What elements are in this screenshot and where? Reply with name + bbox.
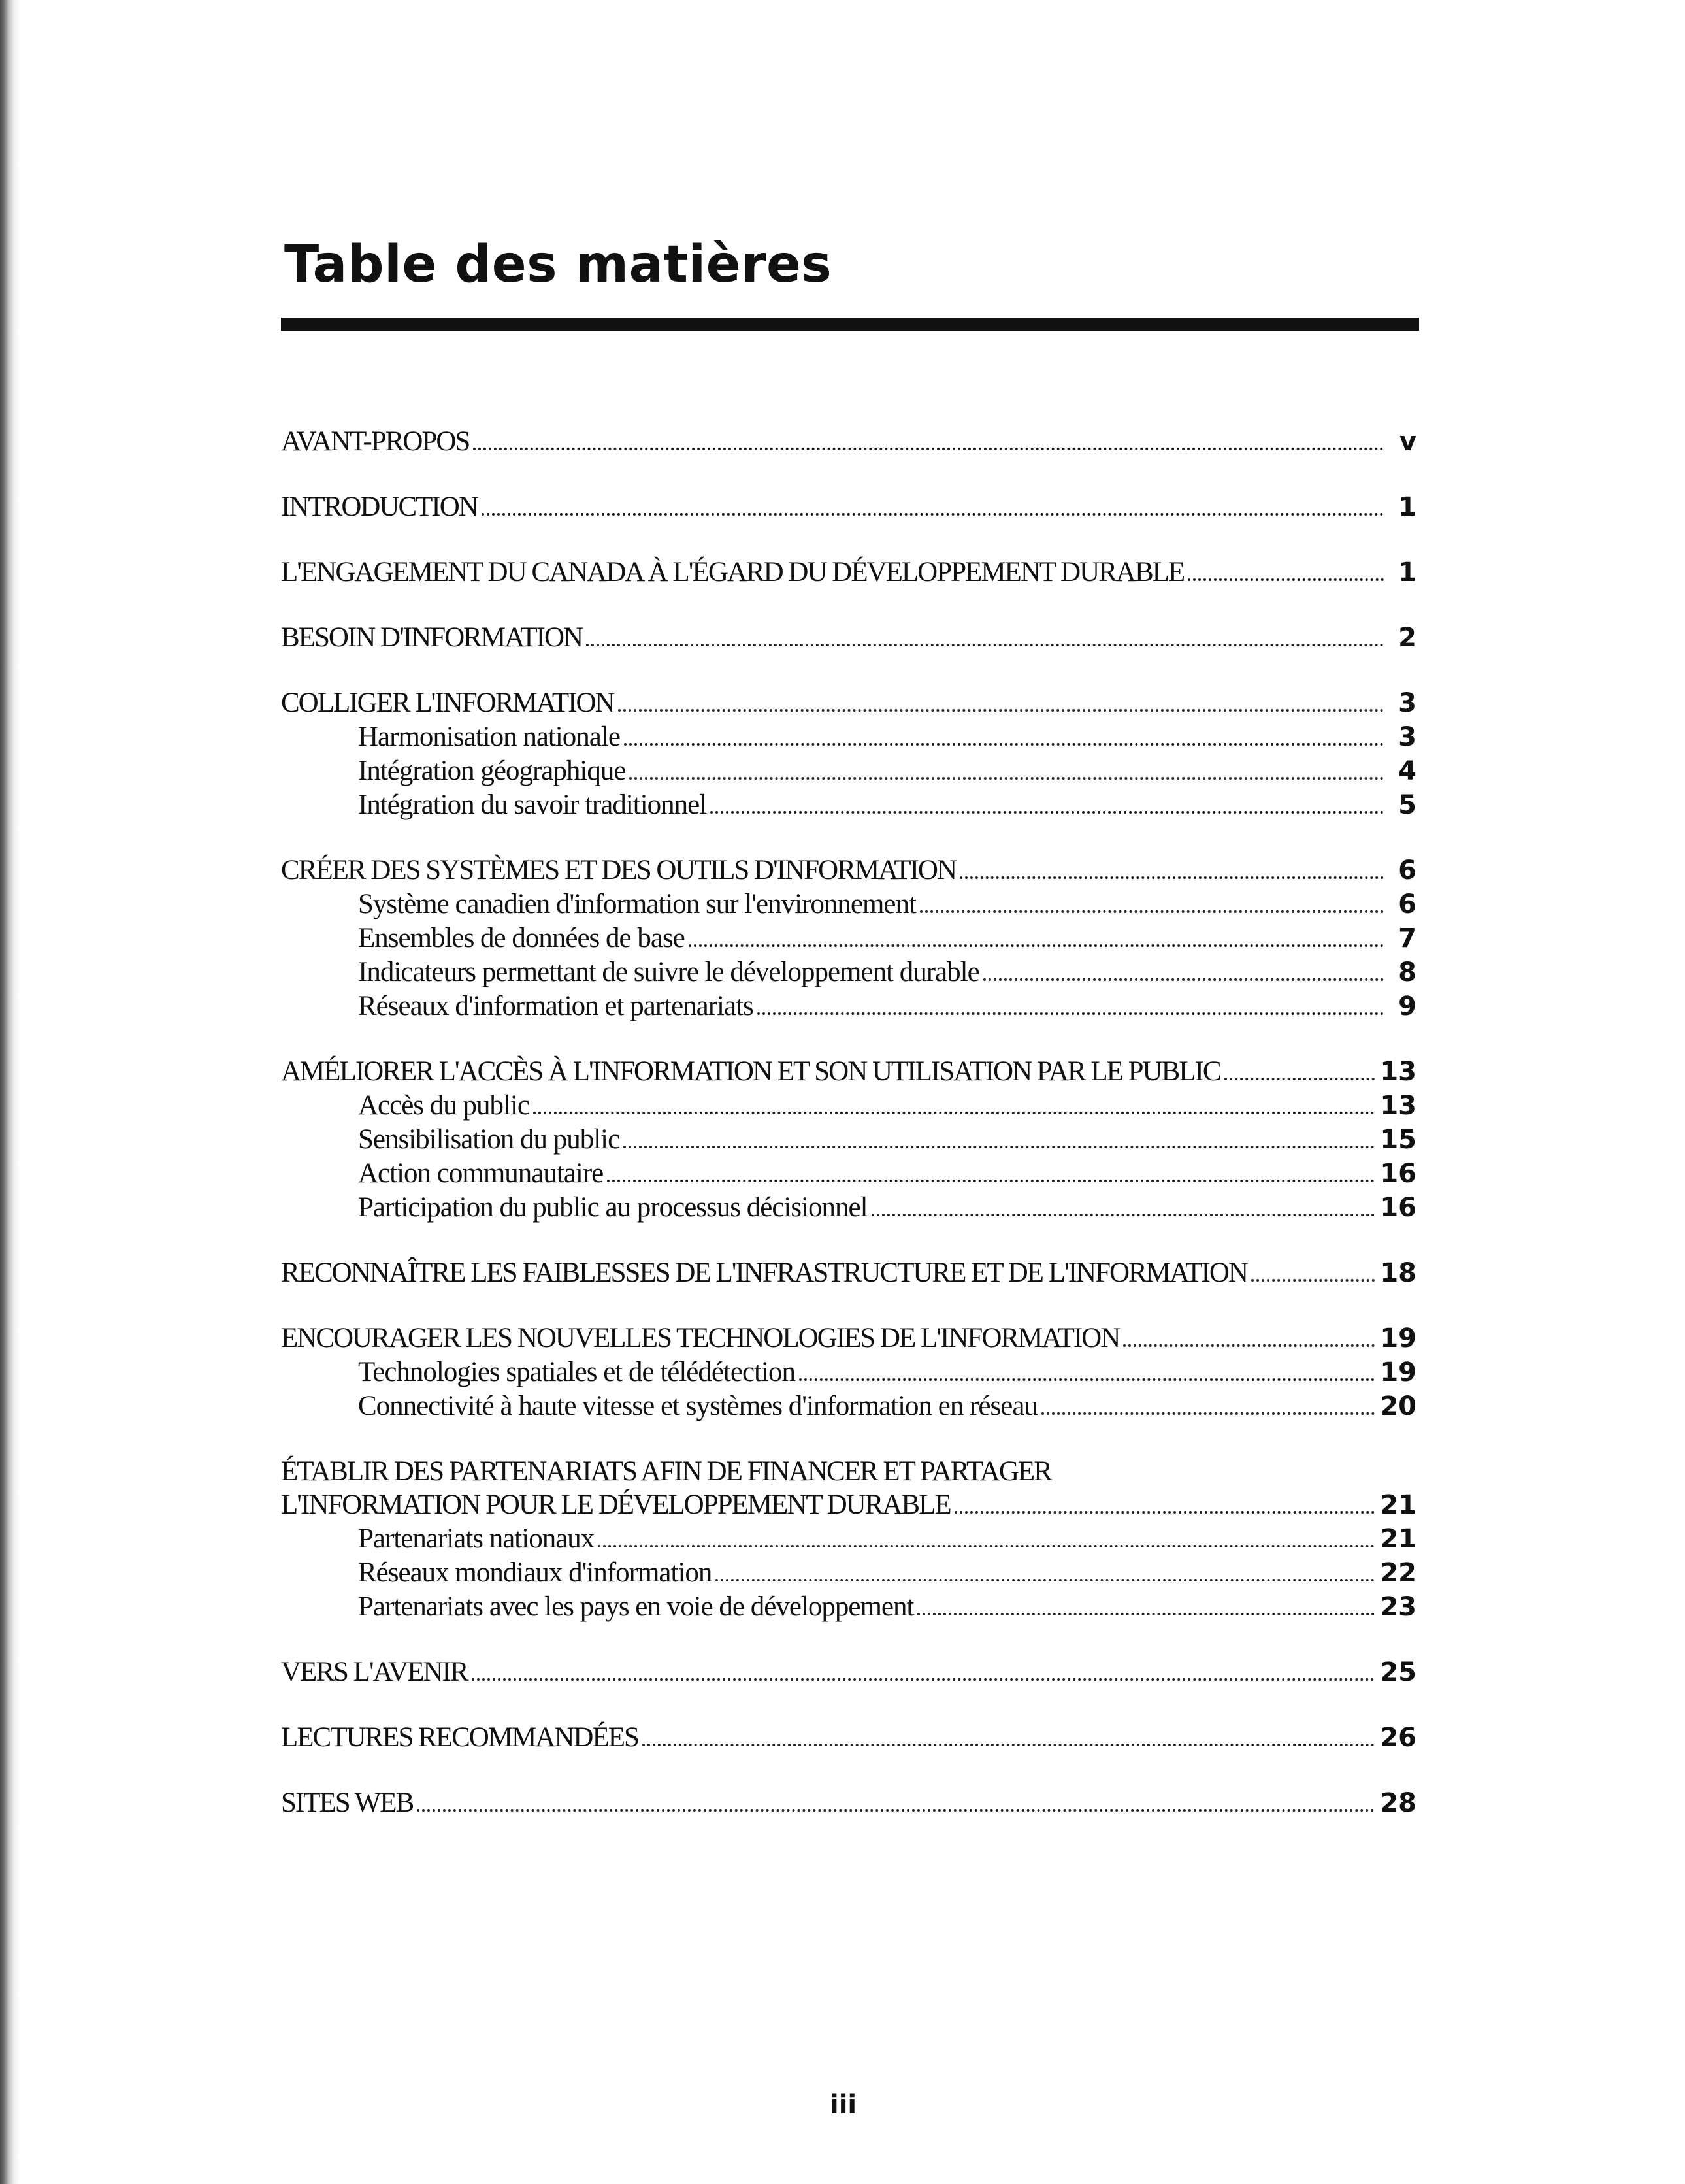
- toc-section: [281, 1721, 1416, 1755]
- dot-leader: [983, 978, 1384, 981]
- dot-leader: [629, 777, 1384, 780]
- page-number: iii: [830, 2090, 857, 2120]
- toc-subentry[interactable]: [281, 1089, 1416, 1123]
- toc-section: [281, 1256, 1416, 1290]
- toc-entry-label: Intégration géographique: [358, 755, 626, 786]
- toc-entry-label: BESOIN D'INFORMATION: [281, 622, 583, 653]
- title-rule: [281, 318, 1419, 331]
- dot-leader: [1123, 1344, 1375, 1347]
- toc-page-number: 21: [1380, 1490, 1416, 1520]
- toc-page-number: 18: [1380, 1258, 1416, 1288]
- toc-entry-label: RECONNAÎTRE LES FAIBLESSES DE L'INFRASTRUCTURE ET DE L'INFORMATION: [281, 1257, 1247, 1288]
- toc-entry-label: Technologies spatiales et de télédétection: [358, 1357, 795, 1387]
- toc-entry-label: COLLIGER L'INFORMATION: [281, 687, 614, 718]
- toc-page-number: 16: [1380, 1193, 1416, 1223]
- toc-entry-label: LECTURES RECOMMANDÉES: [281, 1722, 638, 1753]
- toc-page-number: v: [1399, 427, 1416, 457]
- toc-section: [281, 1786, 1416, 1820]
- toc-page-number: 8: [1398, 957, 1416, 987]
- toc-entry-label: Participation du public au processus décisionnel: [358, 1192, 868, 1223]
- dot-leader: [710, 811, 1384, 814]
- toc-entry-label: Ensembles de données de base: [358, 923, 685, 953]
- toc-page-number: 2: [1398, 623, 1416, 653]
- dot-leader: [1224, 1078, 1375, 1080]
- toc-entry[interactable]: [281, 1256, 1416, 1290]
- dot-leader: [586, 644, 1384, 646]
- toc-entry-label: Sensibilisation du public: [358, 1124, 620, 1155]
- toc-page-number: 3: [1398, 688, 1416, 718]
- toc-section: [281, 490, 1416, 524]
- toc-page-number: 26: [1380, 1723, 1416, 1753]
- dot-leader: [607, 1180, 1375, 1182]
- toc-entry-label: Harmonisation nationale: [358, 721, 620, 752]
- toc-entry[interactable]: [281, 853, 1416, 887]
- toc-entry[interactable]: [281, 1488, 1416, 1522]
- dot-leader: [618, 709, 1384, 712]
- toc-subentry[interactable]: [281, 887, 1416, 921]
- toc-page-number: 19: [1380, 1323, 1416, 1353]
- toc-subentry[interactable]: [281, 754, 1416, 788]
- table-of-contents: [281, 425, 1416, 1851]
- toc-entry-label: Réseaux mondiaux d'information: [358, 1557, 712, 1588]
- dot-leader: [757, 1012, 1384, 1015]
- toc-entry-label: VERS L'AVENIR: [281, 1657, 468, 1687]
- dot-leader: [715, 1579, 1375, 1581]
- toc-entry-label: Partenariats avec les pays en voie de développement: [358, 1591, 914, 1622]
- page-title: Table des matières: [284, 235, 832, 294]
- toc-page-number: 13: [1380, 1057, 1416, 1087]
- toc-subentry[interactable]: [281, 989, 1416, 1023]
- toc-entry[interactable]: [281, 1721, 1416, 1755]
- toc-entry-label: Intégration du savoir traditionnel: [358, 789, 707, 820]
- toc-page-number: 6: [1398, 855, 1416, 885]
- toc-entry-label: Réseaux d'information et partenariats: [358, 991, 753, 1021]
- toc-page-number: 15: [1380, 1125, 1416, 1155]
- toc-subentry[interactable]: [281, 955, 1416, 989]
- toc-entry[interactable]: [281, 490, 1416, 524]
- dot-leader: [1188, 578, 1384, 581]
- toc-entry-label: AMÉLIORER L'ACCÈS À L'INFORMATION ET SON UTILISATION PAR LE PUBLIC: [281, 1056, 1220, 1087]
- dot-leader: [1041, 1412, 1375, 1415]
- toc-section: [281, 555, 1416, 589]
- toc-subentry[interactable]: [281, 1157, 1416, 1191]
- toc-entry-label: CRÉER DES SYSTÈMES ET DES OUTILS D'INFORMATION: [281, 855, 957, 885]
- toc-page-number: 9: [1398, 991, 1416, 1021]
- toc-entry[interactable]: [281, 1321, 1416, 1355]
- toc-entry-label: Accès du public: [358, 1090, 530, 1121]
- dot-leader: [598, 1545, 1375, 1547]
- dot-leader: [642, 1744, 1375, 1746]
- toc-section: [281, 425, 1416, 459]
- toc-page-number: 3: [1398, 722, 1416, 752]
- toc-page-number: 28: [1380, 1788, 1416, 1818]
- toc-entry-label: AVANT-PROPOS: [281, 426, 470, 457]
- dot-leader: [1251, 1279, 1375, 1282]
- dot-leader: [624, 743, 1384, 746]
- dot-leader: [799, 1378, 1375, 1381]
- toc-section: [281, 853, 1416, 1023]
- toc-entry-label: ENCOURAGER LES NOUVELLES TECHNOLOGIES DE L'INFORMATION: [281, 1323, 1120, 1353]
- toc-entry-label: Indicateurs permettant de suivre le développement durable: [358, 957, 979, 987]
- toc-entry-label: L'INFORMATION POUR LE DÉVELOPPEMENT DURABLE: [281, 1489, 951, 1520]
- toc-page-number: 6: [1398, 889, 1416, 919]
- toc-entry-label: Partenariats nationaux: [358, 1523, 595, 1554]
- toc-page-number: 1: [1398, 557, 1416, 587]
- toc-entry[interactable]: [281, 1786, 1416, 1820]
- toc-entry[interactable]: [281, 555, 1416, 589]
- toc-subentry[interactable]: [281, 1191, 1416, 1225]
- toc-entry[interactable]: [281, 686, 1416, 720]
- toc-entry-label: Système canadien d'information sur l'environnement: [358, 889, 916, 919]
- dot-leader: [917, 1613, 1375, 1615]
- toc-section: [281, 1321, 1416, 1423]
- toc-section: [281, 1055, 1416, 1225]
- toc-entry[interactable]: [281, 1055, 1416, 1089]
- toc-page-number: 13: [1380, 1091, 1416, 1121]
- toc-page-number: 22: [1380, 1558, 1416, 1588]
- toc-page-number: 4: [1398, 756, 1416, 786]
- toc-subentry[interactable]: [281, 1522, 1416, 1556]
- toc-entry-label: Action communautaire: [358, 1158, 604, 1189]
- dot-leader: [472, 1678, 1375, 1681]
- toc-page-number: 20: [1380, 1391, 1416, 1421]
- toc-subentry[interactable]: [281, 720, 1416, 754]
- toc-entry-label: INTRODUCTION: [281, 491, 478, 522]
- dot-leader: [872, 1214, 1375, 1216]
- toc-page-number: 21: [1380, 1524, 1416, 1554]
- dot-leader: [417, 1809, 1375, 1812]
- toc-subentry[interactable]: [281, 1355, 1416, 1389]
- toc-page-number: 7: [1398, 923, 1416, 953]
- toc-subentry[interactable]: [281, 1556, 1416, 1590]
- toc-subentry[interactable]: [281, 1123, 1416, 1157]
- toc-entry[interactable]: [281, 621, 1416, 655]
- toc-page-number: 16: [1380, 1159, 1416, 1189]
- toc-subentry[interactable]: [281, 1389, 1416, 1423]
- toc-section: [281, 686, 1416, 822]
- dot-leader: [482, 513, 1384, 516]
- toc-page-number: 25: [1380, 1657, 1416, 1687]
- toc-entry-label: SITES WEB: [281, 1787, 414, 1818]
- toc-entry[interactable]: [281, 1655, 1416, 1689]
- toc-page-number: 5: [1398, 790, 1416, 820]
- toc-entry[interactable]: [281, 425, 1416, 459]
- toc-section: [281, 1455, 1416, 1624]
- scan-edge-shadow: [0, 0, 20, 2184]
- dot-leader: [960, 876, 1384, 879]
- toc-entry-label: L'ENGAGEMENT DU CANADA À L'ÉGARD DU DÉVELOPPEMENT DURABLE: [281, 557, 1185, 587]
- toc-page-number: 23: [1380, 1592, 1416, 1622]
- toc-page-number: 19: [1380, 1357, 1416, 1387]
- dot-leader: [920, 910, 1384, 913]
- toc-section: [281, 621, 1416, 655]
- toc-section: [281, 1655, 1416, 1689]
- toc-subentry[interactable]: [281, 1590, 1416, 1624]
- dot-leader: [623, 1146, 1375, 1148]
- dot-leader: [955, 1511, 1375, 1514]
- dot-leader: [533, 1112, 1375, 1114]
- dot-leader: [689, 944, 1384, 947]
- toc-subentry[interactable]: [281, 921, 1416, 955]
- toc-entry-label-line1: ÉTABLIR DES PARTENARIATS AFIN DE FINANCER ET PARTAGER: [281, 1456, 1051, 1487]
- toc-entry-label: Connectivité à haute vitesse et systèmes d'information en réseau: [358, 1391, 1038, 1421]
- dot-leader: [473, 448, 1384, 450]
- toc-page-number: 1: [1398, 492, 1416, 522]
- toc-subentry[interactable]: [281, 788, 1416, 822]
